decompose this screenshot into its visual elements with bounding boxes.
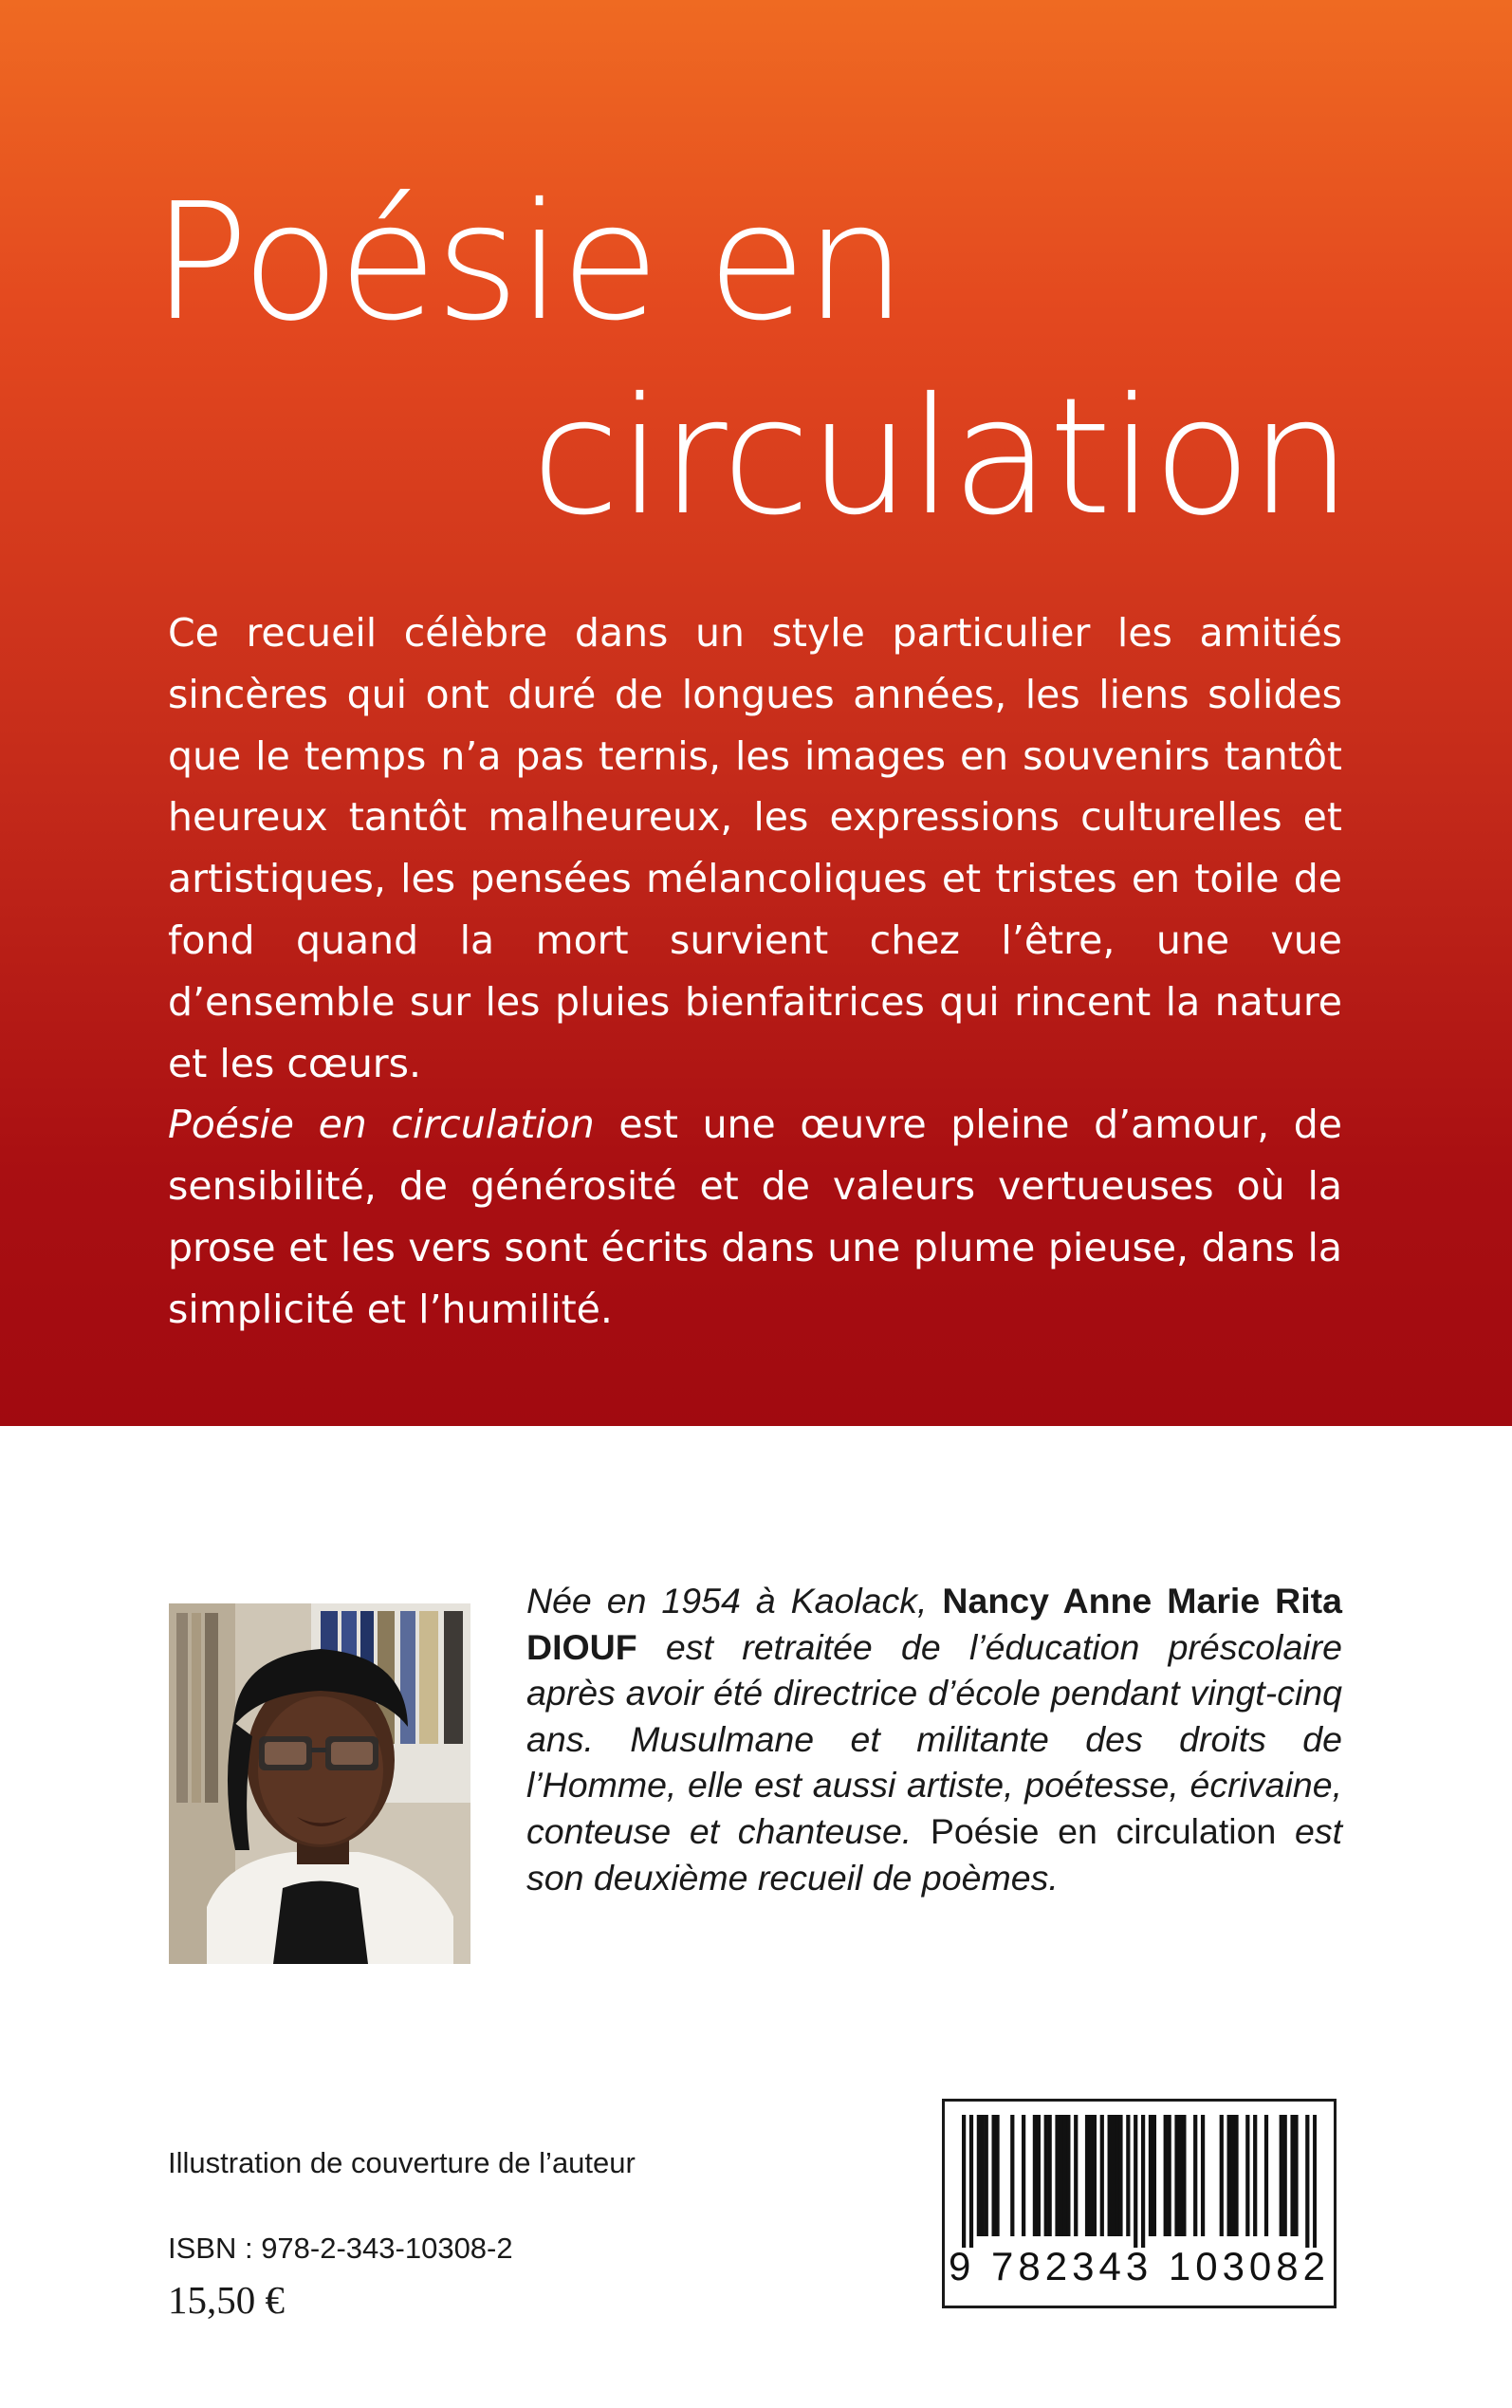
barcode-bar bbox=[977, 2115, 981, 2236]
barcode-bar bbox=[1059, 2115, 1062, 2236]
barcode-bar bbox=[1085, 2115, 1089, 2236]
barcode-bar bbox=[1193, 2115, 1197, 2236]
book-blurb bbox=[168, 602, 1342, 1341]
barcode-bar bbox=[1174, 2115, 1178, 2236]
barcode-bar bbox=[1201, 2115, 1205, 2236]
book-title-line1: Poésie en bbox=[152, 169, 905, 357]
barcode-bar bbox=[1149, 2115, 1152, 2236]
barcode-bar bbox=[995, 2115, 999, 2236]
blurb-paragraph-1: Ce recueil célèbre dans un style particulier les amitiés sincères qui ont duré de longues années, les liens solides que le temps n’a pas ternis, les images en souvenirs tantôt heureux tantôt malheureux, les expressions culturelles et artistiques, les pensées mélancoliques et tristes en toile de fond quand la mort survient chez l’être, une vue d’ensemble sur les pluies bienfaitrices qui rincent la nature et les cœurs. bbox=[168, 610, 1342, 1086]
barcode-bar bbox=[1115, 2115, 1118, 2236]
barcode-bar bbox=[1022, 2115, 1025, 2236]
author-bio bbox=[526, 1578, 1342, 1900]
barcode-bar bbox=[1010, 2115, 1014, 2236]
barcode-bar bbox=[1089, 2115, 1093, 2236]
barcode-bar bbox=[1283, 2115, 1287, 2236]
barcode-bar bbox=[1126, 2115, 1130, 2236]
blurb-paragraph-2-text: est une œuvre pleine d’amour, de sensibilité, de générosité et de valeurs vertueuses où la prose et les vers sont écrits dans une plume pieuse, dans la simplicité et l’humilité. bbox=[168, 1102, 1343, 1332]
barcode-bar bbox=[1118, 2115, 1122, 2236]
barcode-bar bbox=[1234, 2115, 1238, 2236]
barcode-bar bbox=[1134, 2115, 1137, 2248]
author-portrait-illustration bbox=[169, 1603, 470, 1964]
barcode-bar bbox=[1164, 2115, 1168, 2236]
barcode-bar bbox=[1230, 2115, 1234, 2236]
barcode-digits: 9 782343 103082 bbox=[949, 2244, 1330, 2288]
barcode-bar bbox=[1178, 2115, 1182, 2236]
barcode-bar bbox=[1280, 2115, 1283, 2236]
barcode-bar bbox=[1141, 2115, 1145, 2248]
price: 15,50 € bbox=[168, 2278, 285, 2322]
barcode-bar bbox=[1168, 2115, 1171, 2236]
barcode-bar bbox=[1100, 2115, 1104, 2236]
barcode-bar bbox=[981, 2115, 985, 2236]
barcode-bar bbox=[1044, 2115, 1048, 2236]
barcode-bar bbox=[991, 2115, 995, 2236]
bio-intro: Née en 1954 à Kaolack, bbox=[526, 1581, 943, 1621]
barcode-bar bbox=[1055, 2115, 1059, 2236]
barcode-bar bbox=[1033, 2115, 1037, 2236]
barcode-bar bbox=[1066, 2115, 1070, 2236]
bio-ending: est son deuxième recueil de poèmes. bbox=[526, 1810, 1342, 1898]
author-photo bbox=[169, 1603, 470, 1964]
bio-book-title: Poésie en circulation bbox=[930, 1810, 1277, 1851]
barcode-bar bbox=[969, 2115, 973, 2248]
barcode-bar bbox=[1245, 2115, 1249, 2236]
barcode-bar bbox=[1062, 2115, 1066, 2236]
barcode-bar bbox=[1182, 2115, 1186, 2236]
barcode-bar bbox=[1152, 2115, 1156, 2236]
barcode-bar bbox=[1313, 2115, 1317, 2248]
barcode-bar bbox=[1037, 2115, 1041, 2236]
bio-body: est retraitée de l’éducation préscolaire après avoir été directrice d’école pendant vingt-cinq ans. Musulmane et militante des droits de l’Homme, elle est aussi artiste, poétesse, écrivaine, conteuse et chanteuse. bbox=[526, 1626, 1342, 1851]
barcode-bar bbox=[1108, 2115, 1112, 2236]
blurb-paragraph-2 bbox=[168, 1094, 1342, 1340]
barcode-bar bbox=[1093, 2115, 1097, 2236]
barcode-bar bbox=[1220, 2115, 1224, 2236]
book-title bbox=[152, 166, 1385, 555]
author-name: Nancy Anne Marie Rita DIOUF bbox=[526, 1581, 1342, 1667]
blurb-book-title: Poésie en circulation bbox=[168, 1102, 595, 1148]
barcode-bar bbox=[1305, 2115, 1309, 2248]
barcode-bar bbox=[1227, 2115, 1231, 2236]
barcode-bar bbox=[985, 2115, 988, 2236]
book-title-line2: circulation bbox=[531, 363, 1351, 551]
barcode-bar bbox=[1111, 2115, 1115, 2236]
isbn-number: ISBN : 978-2-343-10308-2 bbox=[168, 2232, 513, 2265]
barcode-bars bbox=[962, 2115, 1317, 2248]
barcode bbox=[942, 2099, 1337, 2308]
barcode-bar bbox=[1074, 2115, 1078, 2236]
barcode-bar bbox=[1290, 2115, 1294, 2236]
barcode-bar bbox=[962, 2115, 966, 2248]
cover-illustration-credit: Illustration de couverture de l’auteur bbox=[168, 2146, 636, 2179]
barcode-bar bbox=[1253, 2115, 1257, 2236]
barcode-bar bbox=[1294, 2115, 1298, 2236]
barcode-bar bbox=[1048, 2115, 1052, 2236]
barcode-bar bbox=[1264, 2115, 1268, 2236]
